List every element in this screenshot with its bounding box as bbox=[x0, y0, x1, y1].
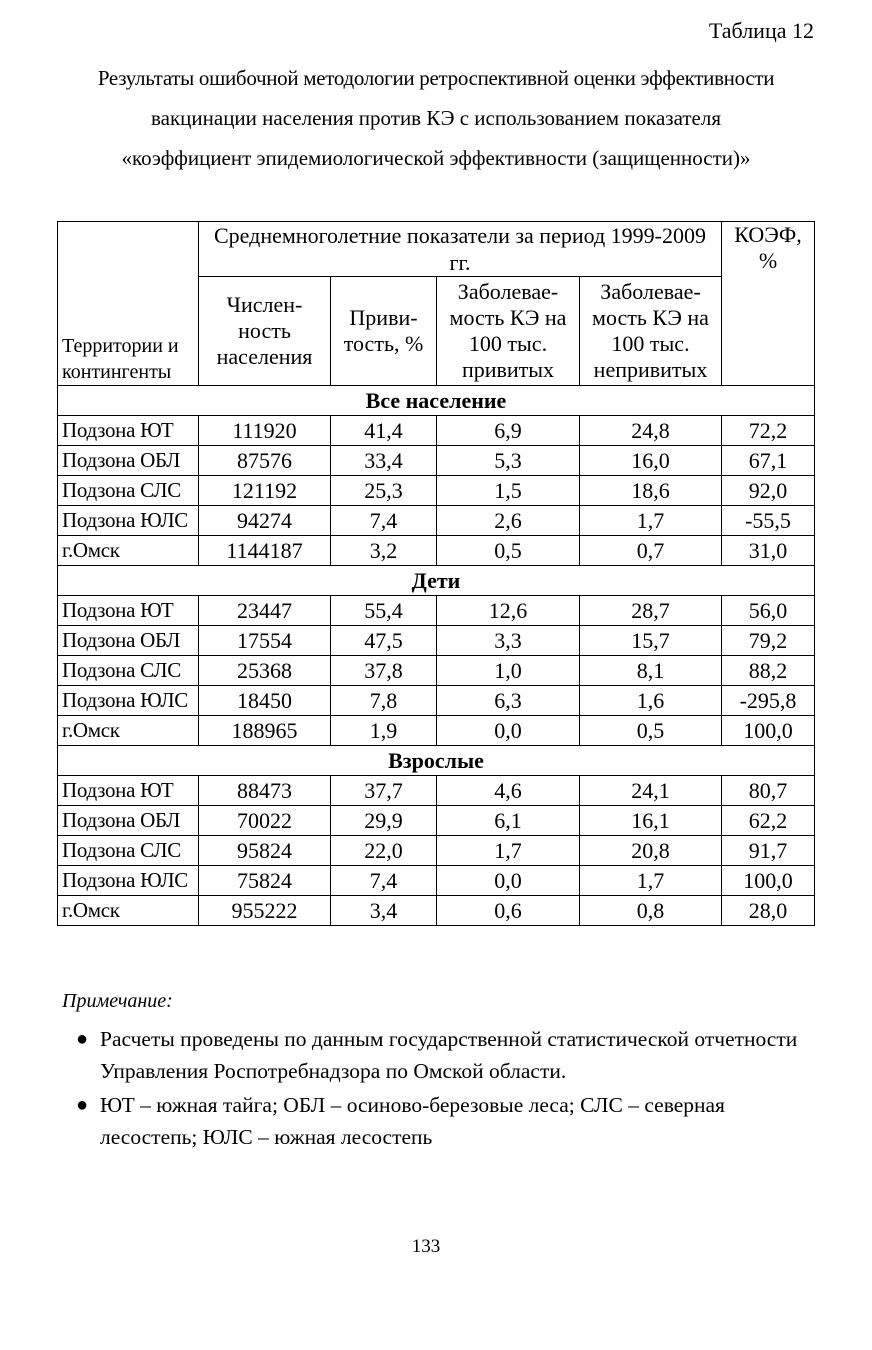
table-row bbox=[58, 776, 815, 806]
value-cell: 4,6 bbox=[437, 776, 580, 806]
page-number: 133 bbox=[411, 1236, 441, 1257]
value-cell: 47,5 bbox=[331, 626, 437, 656]
value-cell: 16,0 bbox=[580, 446, 722, 476]
table-row bbox=[58, 656, 815, 686]
title-line: Результаты ошибочной методологии ретроспективной оценки эффективности bbox=[97, 66, 775, 90]
value-cell: 25368 bbox=[199, 656, 331, 686]
value-cell: 7,4 bbox=[331, 866, 437, 896]
value-cell: 188965 bbox=[199, 716, 331, 746]
value-cell: 75824 bbox=[199, 866, 331, 896]
value-cell: 0,0 bbox=[437, 716, 580, 746]
territory-cell: г.Омск bbox=[58, 896, 199, 926]
title-line: «коэффициент эпидемиологической эффективности (защищенности)» bbox=[121, 146, 751, 170]
territory-cell: Подзона СЛС bbox=[58, 476, 199, 506]
value-cell: 31,0 bbox=[722, 536, 815, 566]
value-cell: -295,8 bbox=[722, 686, 815, 716]
table-row bbox=[58, 536, 815, 566]
header-vaccination: Приви-тость, % bbox=[331, 277, 437, 386]
note-title: Примечание: bbox=[62, 990, 173, 1012]
section-title: Дети bbox=[58, 566, 815, 596]
note-item-text: ЮТ – южная тайга; ОБЛ – осиново-березовые леса; СЛС – северная лесостепь; ЮЛС – южная лесостепь bbox=[100, 1093, 725, 1149]
territory-cell: Подзона ЮТ bbox=[58, 416, 199, 446]
value-cell: 24,1 bbox=[580, 776, 722, 806]
value-cell: 91,7 bbox=[722, 836, 815, 866]
value-cell: 1,0 bbox=[437, 656, 580, 686]
territory-cell: Подзона СЛС bbox=[58, 836, 199, 866]
bullet-icon: ● bbox=[76, 1028, 89, 1050]
value-cell: 70022 bbox=[199, 806, 331, 836]
value-cell: 3,4 bbox=[331, 896, 437, 926]
table-row bbox=[58, 596, 815, 626]
notes bbox=[62, 990, 802, 1155]
table-title bbox=[40, 58, 832, 178]
table-row bbox=[58, 716, 815, 746]
value-cell: 1,7 bbox=[580, 866, 722, 896]
territory-cell: Подзона ЮТ bbox=[58, 776, 199, 806]
value-cell: 28,7 bbox=[580, 596, 722, 626]
table-row bbox=[58, 506, 815, 536]
value-cell: 55,4 bbox=[331, 596, 437, 626]
value-cell: 1,6 bbox=[580, 686, 722, 716]
value-cell: 111920 bbox=[199, 416, 331, 446]
table-row bbox=[58, 446, 815, 476]
value-cell: 72,2 bbox=[722, 416, 815, 446]
table-row bbox=[58, 836, 815, 866]
table-body bbox=[58, 386, 815, 926]
table-row bbox=[58, 896, 815, 926]
header-group: Среднемноголетние показатели за период 1999-2009 гг. bbox=[199, 222, 722, 277]
table-number: Таблица 12 bbox=[708, 18, 814, 43]
value-cell: 6,3 bbox=[437, 686, 580, 716]
value-cell: 37,8 bbox=[331, 656, 437, 686]
territory-cell: Подзона ЮЛС bbox=[58, 506, 199, 536]
section-title: Все население bbox=[58, 386, 815, 416]
title-line: вакцинации населения против КЭ с использованием показателя bbox=[151, 106, 721, 130]
value-cell: 6,9 bbox=[437, 416, 580, 446]
value-cell: 1,5 bbox=[437, 476, 580, 506]
value-cell: 6,1 bbox=[437, 806, 580, 836]
value-cell: 18,6 bbox=[580, 476, 722, 506]
value-cell: 1,7 bbox=[437, 836, 580, 866]
value-cell: 95824 bbox=[199, 836, 331, 866]
territory-cell: Подзона ЮТ bbox=[58, 596, 199, 626]
value-cell: 0,0 bbox=[437, 866, 580, 896]
table-row bbox=[58, 686, 815, 716]
territory-cell: г.Омск bbox=[58, 536, 199, 566]
header-koef: КОЭФ, % bbox=[722, 222, 815, 386]
value-cell: 2,6 bbox=[437, 506, 580, 536]
value-cell: 94274 bbox=[199, 506, 331, 536]
value-cell: -55,5 bbox=[722, 506, 815, 536]
value-cell: 15,7 bbox=[580, 626, 722, 656]
value-cell: 0,5 bbox=[437, 536, 580, 566]
territory-cell: Подзона ОБЛ bbox=[58, 446, 199, 476]
territory-cell: Подзона ЮЛС bbox=[58, 866, 199, 896]
territory-cell: Подзона СЛС bbox=[58, 656, 199, 686]
header-incidence-unvaccinated: Заболевае-мость КЭ на 100 тыс. непривитых bbox=[580, 277, 722, 386]
territory-cell: г.Омск bbox=[58, 716, 199, 746]
value-cell: 12,6 bbox=[437, 596, 580, 626]
section-row bbox=[58, 566, 815, 596]
value-cell: 88473 bbox=[199, 776, 331, 806]
value-cell: 1,7 bbox=[580, 506, 722, 536]
value-cell: 79,2 bbox=[722, 626, 815, 656]
value-cell: 7,8 bbox=[331, 686, 437, 716]
header-territory: Территории и контингенты bbox=[58, 222, 199, 386]
value-cell: 41,4 bbox=[331, 416, 437, 446]
value-cell: 29,9 bbox=[331, 806, 437, 836]
value-cell: 955222 bbox=[199, 896, 331, 926]
value-cell: 18450 bbox=[199, 686, 331, 716]
value-cell: 80,7 bbox=[722, 776, 815, 806]
value-cell: 37,7 bbox=[331, 776, 437, 806]
territory-cell: Подзона ОБЛ bbox=[58, 806, 199, 836]
value-cell: 25,3 bbox=[331, 476, 437, 506]
value-cell: 22,0 bbox=[331, 836, 437, 866]
value-cell: 3,3 bbox=[437, 626, 580, 656]
value-cell: 5,3 bbox=[437, 446, 580, 476]
note-item-text: Расчеты проведены по данным государственной статистической отчетности Управления Роспотребнадзора по Омской области. bbox=[100, 1027, 798, 1083]
value-cell: 1,9 bbox=[331, 716, 437, 746]
section-title: Взрослые bbox=[58, 746, 815, 776]
note-list bbox=[62, 1023, 802, 1153]
note-item bbox=[62, 1089, 802, 1153]
bullet-icon: ● bbox=[76, 1094, 89, 1116]
value-cell: 33,4 bbox=[331, 446, 437, 476]
value-cell: 0,7 bbox=[580, 536, 722, 566]
value-cell: 92,0 bbox=[722, 476, 815, 506]
value-cell: 23447 bbox=[199, 596, 331, 626]
value-cell: 8,1 bbox=[580, 656, 722, 686]
value-cell: 17554 bbox=[199, 626, 331, 656]
table-row bbox=[58, 416, 815, 446]
value-cell: 0,8 bbox=[580, 896, 722, 926]
value-cell: 16,1 bbox=[580, 806, 722, 836]
value-cell: 3,2 bbox=[331, 536, 437, 566]
value-cell: 67,1 bbox=[722, 446, 815, 476]
value-cell: 0,5 bbox=[580, 716, 722, 746]
table-row bbox=[58, 626, 815, 656]
header-population: Числен-ность населения bbox=[199, 277, 331, 386]
value-cell: 121192 bbox=[199, 476, 331, 506]
value-cell: 87576 bbox=[199, 446, 331, 476]
value-cell: 100,0 bbox=[722, 716, 815, 746]
value-cell: 20,8 bbox=[580, 836, 722, 866]
territory-cell: Подзона ЮЛС bbox=[58, 686, 199, 716]
results-table bbox=[57, 221, 815, 926]
value-cell: 7,4 bbox=[331, 506, 437, 536]
value-cell: 100,0 bbox=[722, 866, 815, 896]
value-cell: 24,8 bbox=[580, 416, 722, 446]
value-cell: 0,6 bbox=[437, 896, 580, 926]
note-item bbox=[62, 1023, 802, 1087]
value-cell: 62,2 bbox=[722, 806, 815, 836]
value-cell: 88,2 bbox=[722, 656, 815, 686]
table-row bbox=[58, 806, 815, 836]
header-incidence-vaccinated: Заболевае-мость КЭ на 100 тыс. привитых bbox=[437, 277, 580, 386]
value-cell: 1144187 bbox=[199, 536, 331, 566]
section-row bbox=[58, 746, 815, 776]
table-row bbox=[58, 866, 815, 896]
value-cell: 56,0 bbox=[722, 596, 815, 626]
territory-cell: Подзона ОБЛ bbox=[58, 626, 199, 656]
table-row bbox=[58, 476, 815, 506]
section-row bbox=[58, 386, 815, 416]
value-cell: 28,0 bbox=[722, 896, 815, 926]
